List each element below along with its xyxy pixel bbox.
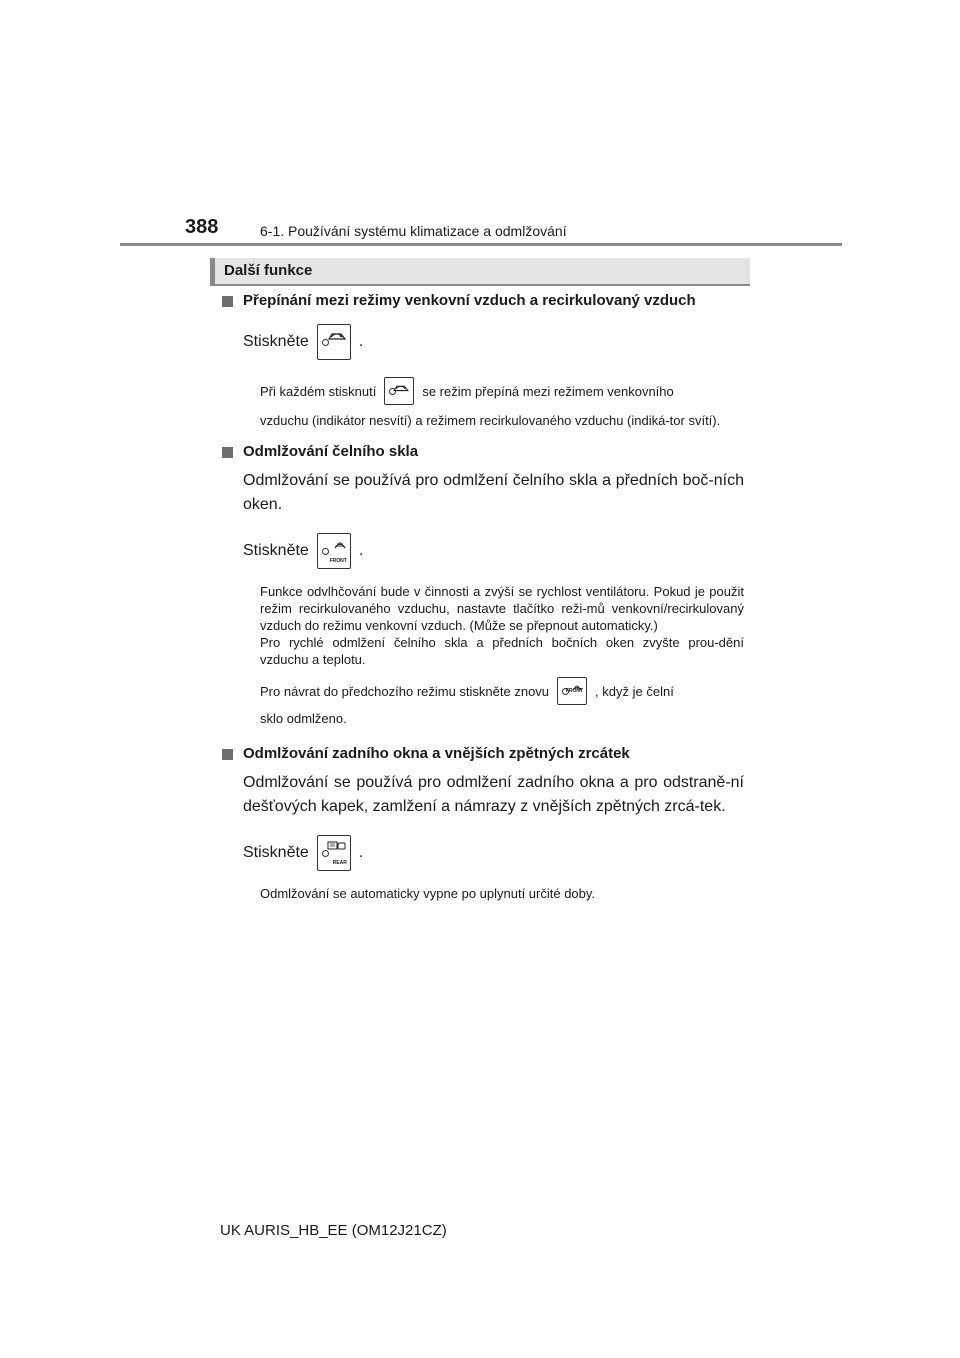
- windshield-defog-icon: [333, 538, 347, 550]
- heading-text: Přepínání mezi režimy venkovní vzduch a recirkulovaný vzduch: [243, 292, 696, 309]
- item-heading-windshield: [222, 441, 744, 463]
- press-line-windshield: [222, 531, 744, 571]
- front-defogger-button-inline[interactable]: [557, 677, 587, 705]
- press-end: .: [358, 844, 364, 861]
- bullet-square-icon: [222, 749, 233, 760]
- windshield-note: Funkce odvlhčování bude v činnosti a zvýší se rychlost ventilátoru. Pokud je použit režim recirkulovaného vzduchu, nastavte tlačítko reži-mů venkovní/recirkulovaný vzduch do režimu venkovní vzduch. (Může se přepnout automaticky.): [260, 584, 744, 633]
- button-tag: REAR: [332, 860, 347, 866]
- chapter-title: 6-1. Používání systému klimatizace a odmlžování: [260, 223, 567, 239]
- windshield-body: Odmlžování se používá pro odmlžení čelního skla a předních boč-ních oken.: [243, 472, 744, 513]
- note-text: , když je čelní: [595, 683, 674, 699]
- note-text: Pro návrat do předchozího režimu stiskněte znovu: [260, 683, 550, 699]
- press-label: Stiskněte: [243, 542, 309, 559]
- press-end: .: [358, 542, 364, 559]
- section-title: Další funkce: [224, 262, 313, 279]
- rear-note: Odmlžování se automaticky vypne po uplynutí určité doby.: [260, 886, 596, 901]
- section-marker: [210, 258, 215, 284]
- press-line-rear: [222, 833, 744, 873]
- front-defogger-button[interactable]: [317, 533, 351, 569]
- content: [222, 290, 744, 902]
- item-heading-rear: [222, 743, 744, 765]
- rear-defogger-button[interactable]: [317, 835, 351, 871]
- windshield-note2: Pro rychlé odmlžení čelního skla a předních bočních oken zvyšte prou-dění vzduchu a teplotu.: [260, 635, 744, 667]
- item-heading-recirculation: [222, 290, 744, 312]
- windshield-return-line: [222, 674, 744, 708]
- bullet-square-icon: [222, 296, 233, 307]
- footer-code: UK AURIS_HB_EE (OM12J21CZ): [220, 1222, 447, 1239]
- button-tag: FRONT: [565, 688, 584, 694]
- press-line-recirculation: [222, 322, 744, 362]
- recirculation-car-icon: [392, 382, 410, 394]
- windshield-return-rest: sklo odmlženo.: [260, 711, 347, 726]
- heading-text: Odmlžování zadního okna a vnějších zpětných zrcátek: [243, 745, 630, 762]
- bullet-square-icon: [222, 447, 233, 458]
- rear-defog-icon: [327, 840, 347, 852]
- note-text: Při každém stisknutí: [260, 383, 377, 399]
- recirculation-button[interactable]: [317, 324, 351, 360]
- press-label: Stiskněte: [243, 333, 309, 350]
- note-recirculation-rest: vzduchu (indikátor nesvítí) a režimem recirkulovaného vzduchu (indiká-tor svítí).: [260, 413, 721, 428]
- rear-body: Odmlžování se používá pro odmlžení zadního okna a pro odstraně-ní dešťových kapek, zamlžení a námrazy z vnějších zpětných zrcá-tek.: [243, 774, 744, 815]
- section-band: [210, 258, 750, 284]
- header-rule: [120, 243, 842, 246]
- note-recirculation-line1: [222, 374, 744, 408]
- recirculation-button-inline[interactable]: [384, 377, 414, 405]
- button-tag: FRONT: [329, 558, 347, 564]
- note-text: se režim přepíná mezi režimem venkovního: [422, 383, 674, 399]
- press-label: Stiskněte: [243, 844, 309, 861]
- heading-text: Odmlžování čelního skla: [243, 443, 419, 460]
- section-underline: [210, 284, 750, 286]
- recirculation-car-icon: [327, 329, 347, 343]
- page-number: 388: [185, 216, 219, 238]
- indicator-icon: [322, 548, 329, 555]
- press-end: .: [358, 333, 364, 350]
